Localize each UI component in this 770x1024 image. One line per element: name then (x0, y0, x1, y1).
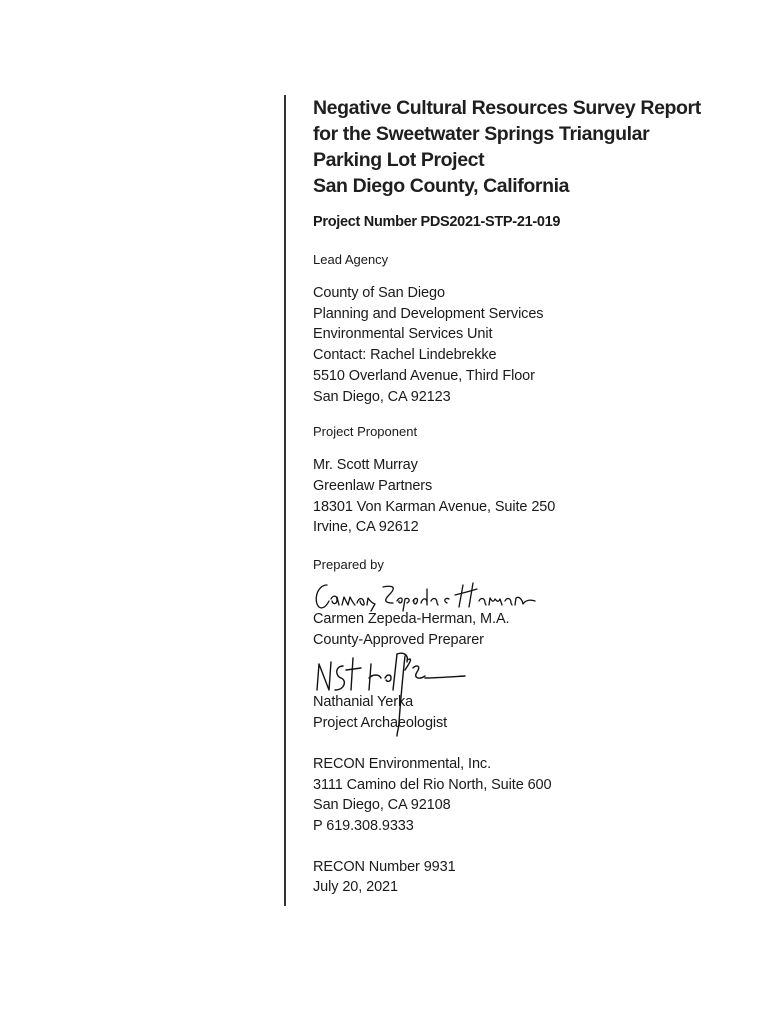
project-proponent-block (313, 455, 753, 538)
preparer-name: Carmen Zepeda-Herman, M.A. (313, 611, 510, 628)
title-line: Parking Lot Project (313, 149, 485, 171)
handwritten-signature-icon (313, 579, 543, 613)
title-line: for the Sweetwater Springs Triangular (313, 123, 650, 145)
address-line: Contact: Rachel Lindebrekke (313, 347, 497, 364)
company-line: 3111 Camino del Rio North, Suite 600 (313, 776, 552, 793)
address-line: Mr. Scott Murray (313, 457, 418, 474)
title-line: San Diego County, California (313, 175, 570, 197)
address-line: Greenlaw Partners (313, 477, 433, 494)
company-block (313, 754, 753, 837)
company-line: RECON Environmental, Inc. (313, 755, 492, 772)
report-date: July 20, 2021 (313, 879, 398, 896)
preparer-name: Nathanial Yerka (313, 694, 414, 711)
signature-carmen-zepeda-herman (313, 579, 753, 609)
report-title (313, 95, 753, 199)
left-margin-rule (284, 95, 286, 906)
address-line: San Diego, CA 92123 (313, 388, 451, 405)
address-line: 5510 Overland Avenue, Third Floor (313, 367, 535, 384)
address-line: Planning and Development Services (313, 305, 544, 322)
cover-page-content (313, 95, 753, 898)
lead-agency-block (313, 283, 753, 407)
signature-nathanial-yerka (313, 650, 753, 692)
preparer-role: County-Approved Preparer (313, 631, 484, 648)
address-line: County of San Diego (313, 285, 445, 301)
company-line: San Diego, CA 92108 (313, 797, 451, 814)
address-line: Irvine, CA 92612 (313, 519, 419, 536)
title-line: Negative Cultural Resources Survey Report (313, 97, 701, 119)
lead-agency-label: Lead Agency (313, 252, 389, 267)
prepared-by-label: Prepared by (313, 557, 384, 573)
project-proponent-label: Project Proponent (313, 424, 418, 440)
handwritten-signature-icon (313, 644, 483, 734)
recon-number: RECON Number 9931 (313, 858, 456, 875)
company-line: P 619.308.9333 (313, 817, 414, 834)
address-line: 18301 Von Karman Avenue, Suite 250 (313, 498, 556, 515)
address-line: Environmental Services Unit (313, 326, 493, 343)
project-number: Project Number PDS2021-STP-21-019 (313, 214, 561, 230)
footer-block (313, 857, 753, 898)
preparer-role: Project Archaeologist (313, 715, 448, 732)
